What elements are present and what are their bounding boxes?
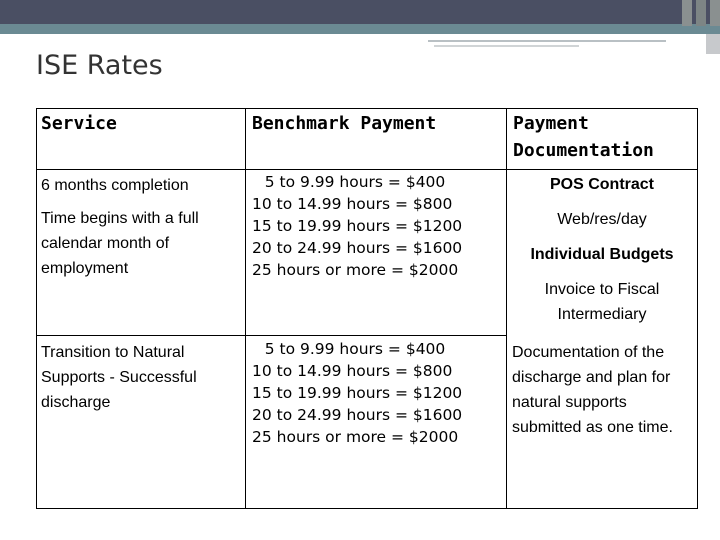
benchmark-line: 20 to 24.99 hours = $1600 — [252, 406, 463, 424]
documentation-item: Web/res/day — [557, 211, 647, 228]
header-band — [0, 0, 720, 24]
benchmark-line: 5 to 9.99 hours = $400 — [264, 173, 446, 191]
documentation-item: POS Contract — [549, 176, 654, 193]
benchmark-line: 20 to 24.99 hours = $1600 — [252, 239, 463, 257]
slide-title: ISE Rates — [36, 50, 163, 81]
benchmark-line: 15 to 19.99 hours = $1200 — [252, 217, 463, 235]
side-decoration — [706, 34, 720, 54]
benchmark-line: 5 to 9.99 hours = $400 — [264, 340, 446, 358]
service-cell: Transition to Natural Supports - Successful discharge — [41, 344, 197, 411]
documentation-item: Documentation of the discharge and plan for natural supports submitted as one time. — [512, 344, 673, 436]
column-header-documentation: Payment Documentation — [513, 113, 654, 161]
documentation-item: Invoice to Fiscal Intermediary — [544, 281, 660, 323]
benchmark-cell — [252, 171, 502, 281]
benchmark-line: 25 hours or more = $2000 — [252, 428, 459, 446]
column-divider — [245, 108, 246, 508]
benchmark-line: 15 to 19.99 hours = $1200 — [252, 384, 463, 402]
rates-table — [36, 108, 697, 508]
service-cell-note: Time begins with a full calendar month of employment — [41, 210, 199, 277]
decorative-line — [428, 40, 666, 42]
corner-decoration — [682, 0, 692, 26]
row-divider — [36, 335, 507, 336]
benchmark-cell — [252, 338, 502, 448]
corner-decoration — [710, 0, 720, 26]
column-header-service: Service — [41, 113, 117, 134]
documentation-item: Individual Budgets — [530, 246, 674, 263]
header-accent-band — [0, 24, 720, 34]
corner-decoration — [696, 0, 706, 26]
benchmark-line: 25 hours or more = $2000 — [252, 261, 459, 279]
benchmark-line: 10 to 14.99 hours = $800 — [252, 195, 453, 213]
row-divider — [36, 169, 697, 170]
benchmark-line: 10 to 14.99 hours = $800 — [252, 362, 453, 380]
column-header-benchmark: Benchmark Payment — [252, 113, 437, 134]
column-divider — [506, 108, 507, 508]
decorative-line — [434, 45, 579, 47]
service-cell: 6 months completion — [41, 177, 189, 194]
